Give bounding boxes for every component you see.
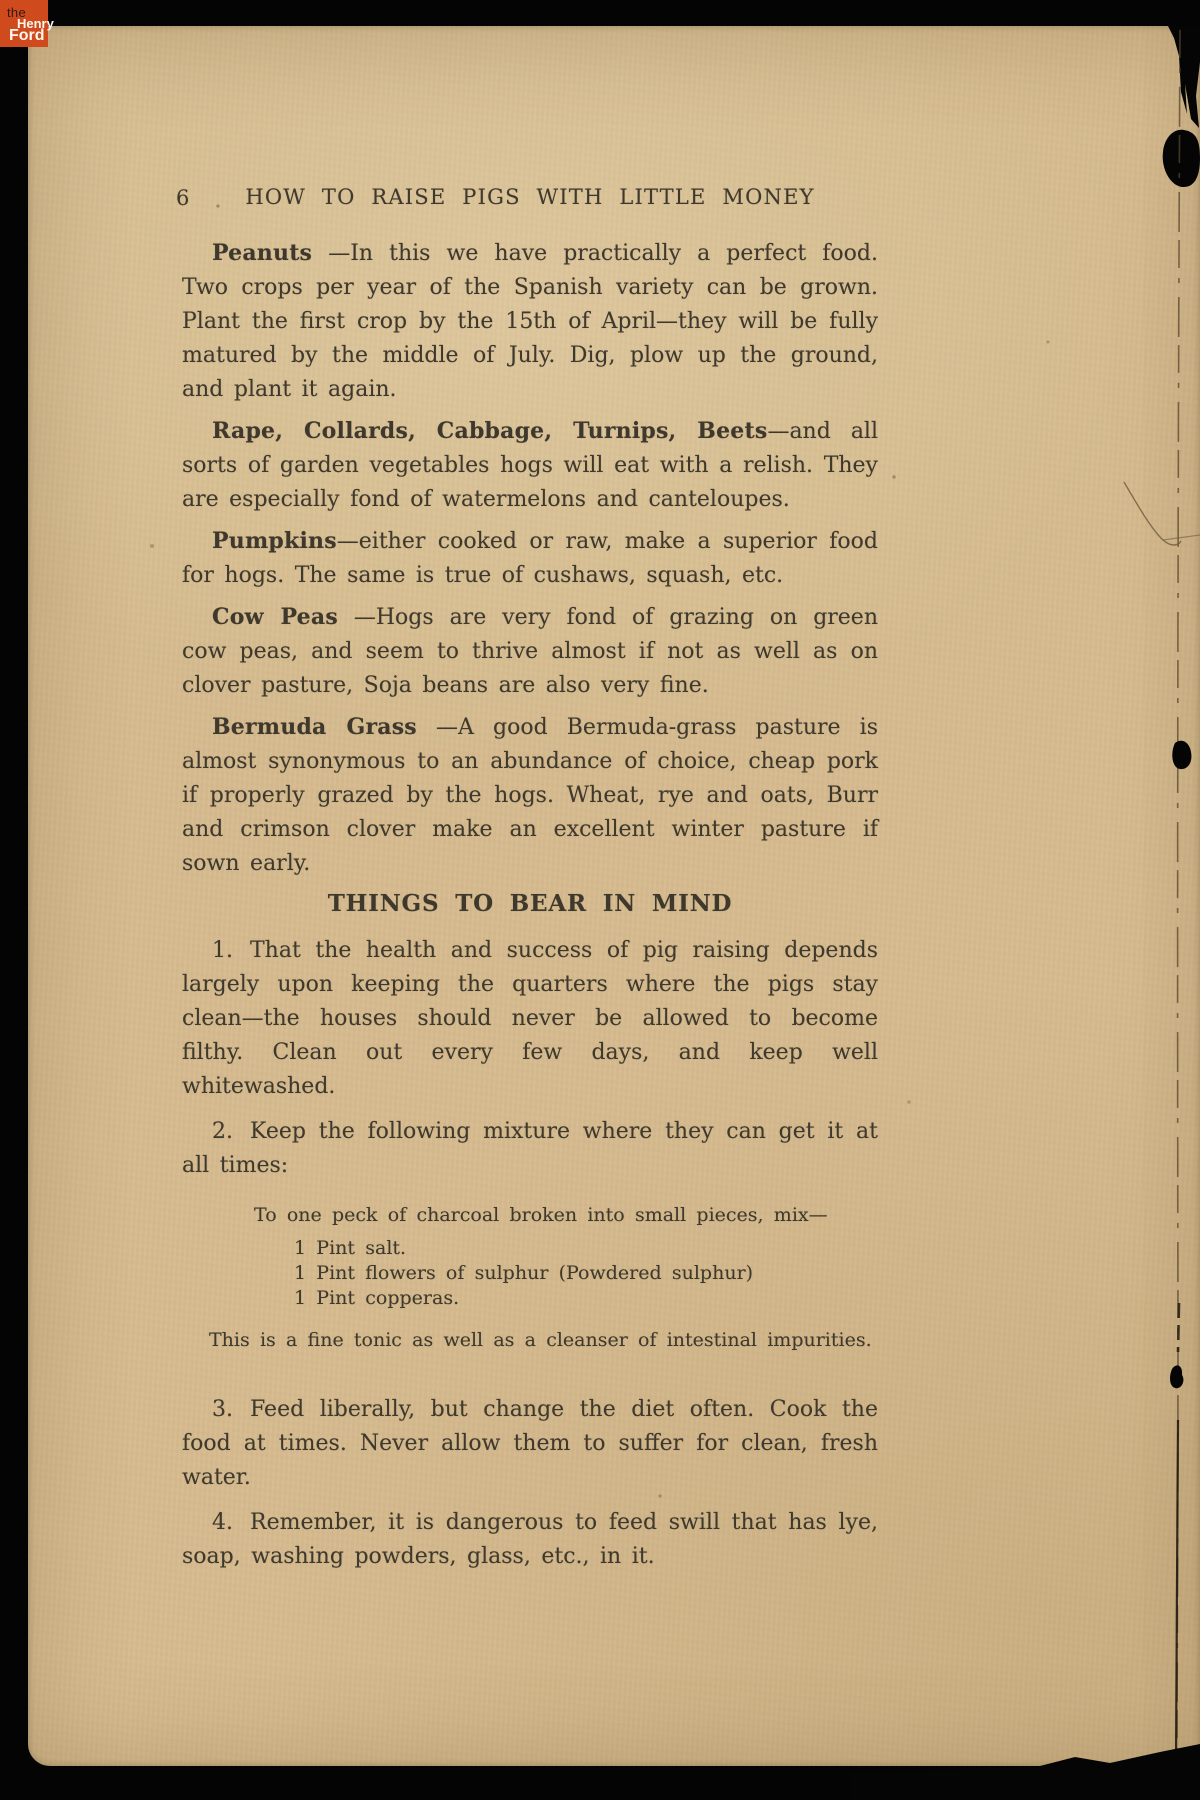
- paragraph-lead: Peanuts: [212, 240, 313, 266]
- item-number: 4.: [212, 1510, 233, 1535]
- paragraph-text: A good Bermuda-grass pasture is almost synonymous to an abundance of choice, cheap pork if properly grazed by the hogs. Wheat, rye and oats, Burr and crimson clover make an excellent winter pasture if sown early.: [182, 715, 879, 876]
- paragraph-separator: —: [337, 605, 376, 630]
- paragraph-separator: —: [767, 419, 790, 444]
- item-text: Keep the following mixture where they can get it at all times:: [182, 1119, 878, 1178]
- logo-text-the: the: [7, 5, 26, 20]
- recipe-intro: To one peck of charcoal broken into small pieces, mix—: [254, 1204, 828, 1226]
- item-text: Remember, it is dangerous to feed swill that has lye, soap, washing powders, glass, etc., in it.: [182, 1510, 878, 1569]
- paragraph-text: Hogs are very fond of grazing on green cow peas, and seem to thrive almost if not as well as on clover pasture, Soja beans are also very fine.: [182, 605, 878, 698]
- page-text-column: [176, 184, 879, 1585]
- logo-text-henry: Henry: [17, 16, 54, 31]
- numbered-item-1: [182, 934, 878, 1104]
- recipe-item: 1 Pint flowers of sulphur (Powdered sulphur): [294, 1262, 754, 1284]
- running-head: [176, 184, 878, 210]
- recipe-block: [182, 1203, 878, 1311]
- numbered-item-3: [182, 1393, 878, 1495]
- section-heading: THINGS TO BEAR IN MIND: [327, 890, 733, 917]
- paragraph-separator: —: [416, 715, 458, 740]
- paragraph-garden-vegetables: [182, 414, 878, 517]
- item-text: That the health and success of pig raising depends largely upon keeping the quarters where the pigs stay clean—the houses should never be allowed to become filthy. Clean out every few days, and keep well whitewashed.: [182, 938, 878, 1099]
- paragraph-lead: Cow Peas: [212, 604, 338, 630]
- recipe-note: This is a fine tonic as well as a cleanser of intestinal impurities.: [209, 1329, 872, 1351]
- page-number: 6: [176, 186, 190, 210]
- paragraph-lead: Rape, Collards, Cabbage, Turnips, Beets: [212, 418, 768, 444]
- item-number: 3.: [212, 1397, 233, 1422]
- recipe-item: 1 Pint salt.: [294, 1237, 407, 1259]
- paragraph-text: In this we have practically a perfect food. Two crops per year of the Spanish variety can be grown. Plant the first crop by the 15th of April—they will be fully matured by the middle of July. Dig, plow up the ground, and plant it again.: [182, 241, 878, 402]
- paragraph-cow-peas: [182, 600, 878, 703]
- paragraph-peanuts: [182, 236, 878, 407]
- item-number: 2.: [212, 1119, 233, 1144]
- paragraph-pumpkins: [182, 524, 878, 593]
- paragraph-text: either cooked or raw, make a superior food for hogs. The same is true of cushaws, squash, etc.: [182, 529, 878, 588]
- paragraph-lead: Pumpkins: [212, 528, 337, 554]
- paragraph-separator: —: [312, 241, 351, 266]
- paragraph-separator: —: [336, 529, 359, 554]
- item-number: 1.: [212, 938, 233, 963]
- item-text: Feed liberally, but change the diet often. Cook the food at times. Never allow them to suffer for clean, fresh water.: [182, 1397, 878, 1490]
- scanned-page: [28, 26, 1200, 1766]
- numbered-item-2: [182, 1115, 878, 1183]
- henry-ford-logo: [0, 0, 54, 47]
- numbered-item-4: [182, 1506, 878, 1574]
- paragraph-text: and all sorts of garden vegetables hogs will eat with a relish. They are especially fond of watermelons and canteloupes.: [182, 419, 879, 512]
- recipe-item: 1 Pint copperas.: [294, 1287, 460, 1309]
- running-title: HOW TO RAISE PIGS WITH LITTLE MONEY: [245, 185, 815, 209]
- paragraph-bermuda-grass: [182, 710, 878, 881]
- paragraph-lead: Bermuda Grass: [212, 714, 417, 740]
- spacer: [182, 1375, 878, 1393]
- logo-text-ford: Ford: [9, 27, 45, 44]
